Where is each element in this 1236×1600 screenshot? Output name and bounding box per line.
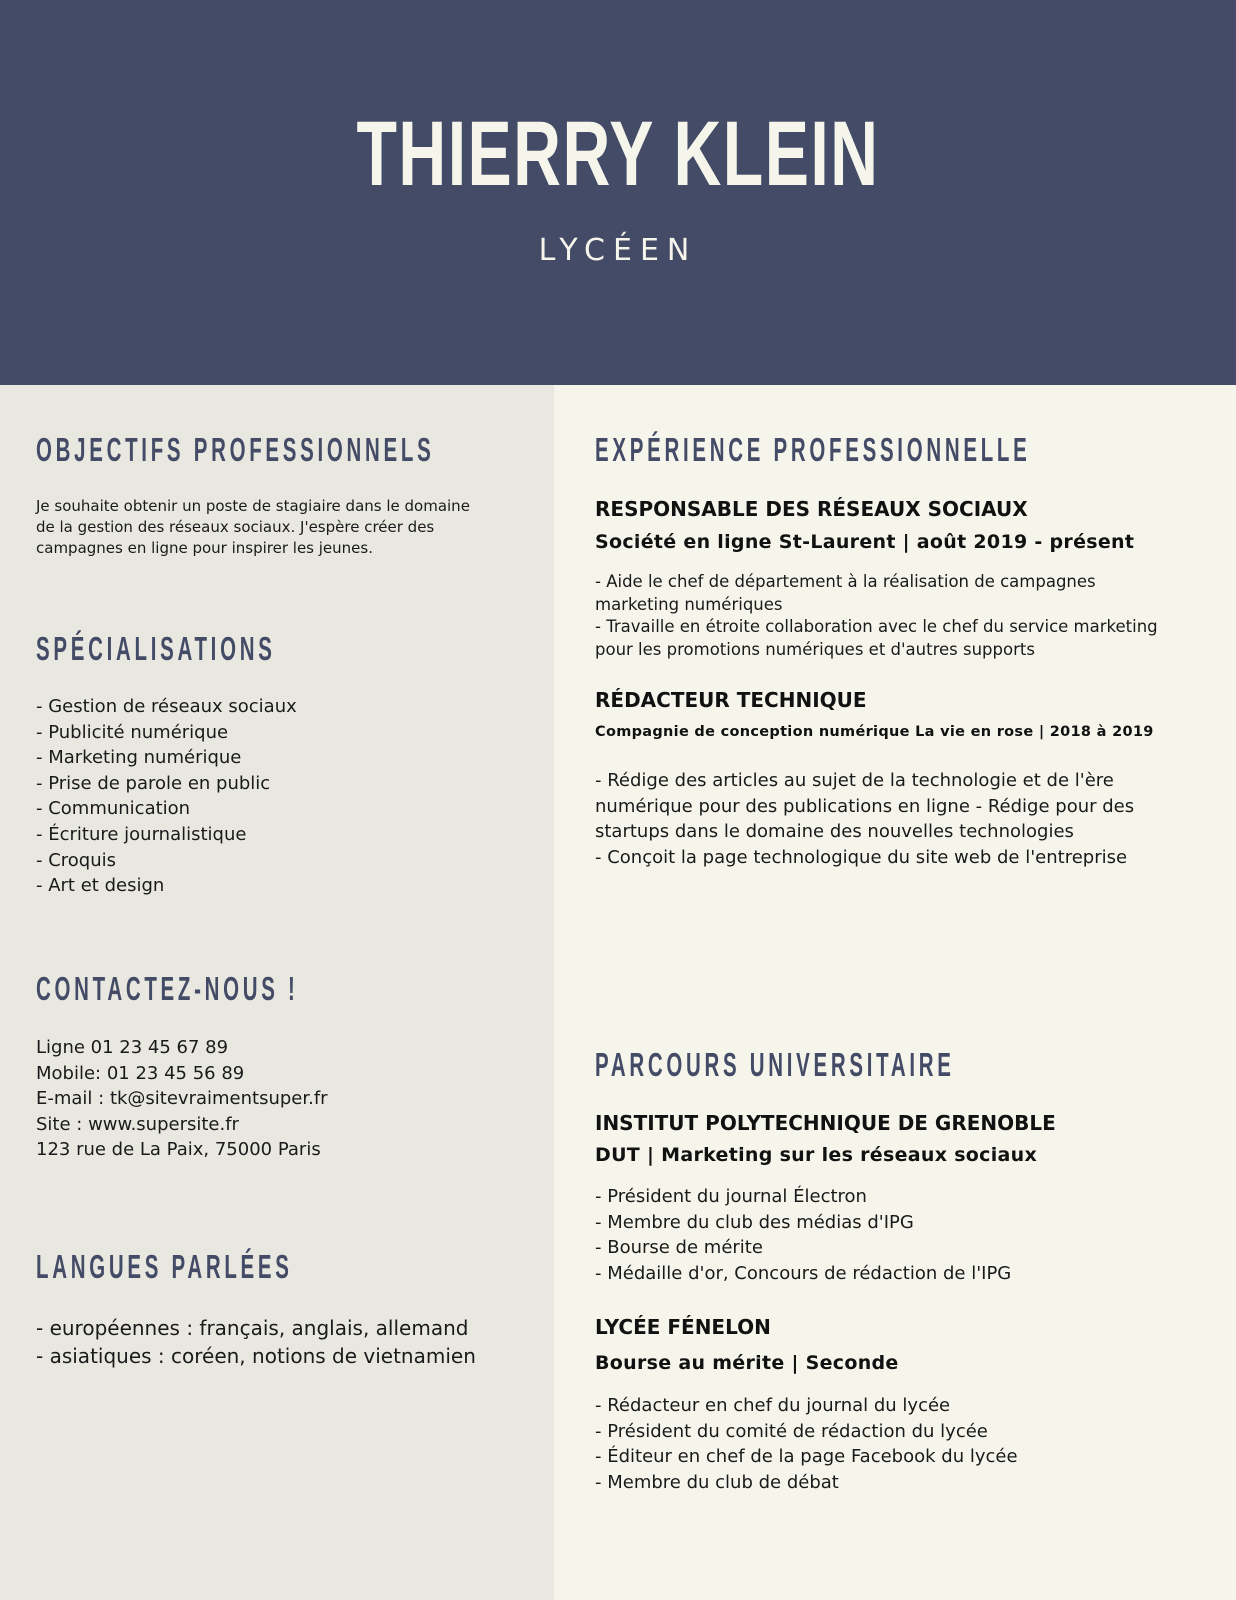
person-name: THIERRY KLEIN	[356, 103, 880, 205]
job-line: numérique pour des publications en ligne - Rédige pour des	[595, 795, 1135, 817]
list-item: - Éditeur en chef de la page Facebook du lycée	[595, 1446, 1018, 1468]
specializations-list	[36, 694, 297, 899]
job-line: - Rédige des articles au sujet de la technologie et de l'ère	[595, 770, 1114, 791]
person-role: LYCÉEN	[538, 233, 698, 268]
list-item: - Bourse de mérite	[595, 1237, 763, 1259]
job-line: startups dans le domaine des nouvelles technologies	[595, 821, 1074, 843]
contact-email: E-mail : tk@sitevraimentsuper.fr	[36, 1088, 328, 1110]
job-line: marketing numériques	[595, 594, 783, 614]
school-activities	[595, 1393, 1018, 1495]
list-item: - Écriture journalistique	[36, 823, 247, 845]
contact-phone: Ligne 01 23 45 67 89	[36, 1037, 229, 1058]
school-activities	[595, 1184, 1011, 1286]
job-description	[595, 571, 1158, 661]
list-item: - Publicité numérique	[36, 721, 229, 743]
list-item: - Président du journal Électron	[595, 1186, 867, 1207]
list-item: - Art et design	[36, 875, 165, 897]
section-title-objectives: OBJECTIFS PROFESSIONNELS	[36, 431, 435, 468]
job-line: pour les promotions numériques et d'autres supports	[595, 639, 1035, 659]
job-title: RESPONSABLE DES RÉSEAUX SOCIAUX	[595, 497, 1028, 521]
job-line: - Conçoit la page technologique du site web de l'entreprise	[595, 846, 1128, 868]
objectives-line: campagnes en ligne pour inspirer les jeunes.	[36, 539, 373, 557]
list-item: - Prise de parole en public	[36, 772, 271, 794]
job-description	[595, 768, 1134, 870]
school-degree: DUT | Marketing sur les réseaux sociaux	[595, 1144, 1038, 1166]
list-item: - Rédacteur en chef du journal du lycée	[595, 1395, 951, 1416]
list-item: - européennes : français, anglais, allemand	[36, 1316, 469, 1340]
job-line: - Aide le chef de département à la réalisation de campagnes	[595, 572, 1096, 591]
section-title-education: PARCOURS UNIVERSITAIRE	[595, 1046, 955, 1083]
languages-list	[36, 1314, 476, 1370]
header-banner	[0, 0, 1236, 385]
contact-list	[36, 1035, 328, 1163]
school-degree: Bourse au mérite | Seconde	[595, 1352, 899, 1374]
school-name: INSTITUT POLYTECHNIQUE DE GRENOBLE	[595, 1111, 1056, 1135]
job-subtitle: Compagnie de conception numérique La vie en rose | 2018 à 2019	[595, 724, 1154, 740]
section-title-specializations: SPÉCIALISATIONS	[36, 630, 276, 667]
section-title-contact: CONTACTEZ-NOUS !	[36, 970, 299, 1007]
job-title: RÉDACTEUR TECHNIQUE	[595, 688, 867, 712]
list-item: - Membre du club de débat	[595, 1471, 839, 1493]
objectives-line: Je souhaite obtenir un poste de stagiaire dans le domaine	[36, 497, 470, 515]
list-item: - Croquis	[36, 849, 117, 871]
contact-address: 123 rue de La Paix, 75000 Paris	[36, 1139, 321, 1161]
list-item: - Gestion de réseaux sociaux	[36, 696, 297, 717]
list-item: - Communication	[36, 798, 191, 820]
list-item: - asiatiques : coréen, notions de vietnamien	[36, 1344, 476, 1368]
objectives-line: de la gestion des réseaux sociaux. J'espère créer des	[36, 518, 435, 536]
list-item: - Médaille d'or, Concours de rédaction de l'IPG	[595, 1262, 1012, 1284]
list-item: - Président du comité de rédaction du lycée	[595, 1420, 988, 1442]
school-name: LYCÉE FÉNELON	[595, 1315, 771, 1339]
list-item: - Membre du club des médias d'IPG	[595, 1211, 914, 1233]
section-title-experience: EXPÉRIENCE PROFESSIONNELLE	[595, 431, 1031, 468]
job-subtitle: Société en ligne St-Laurent | août 2019 - présent	[595, 531, 1135, 553]
objectives-text	[36, 496, 470, 559]
job-line: - Travaille en étroite collaboration avec le chef du service marketing	[595, 617, 1158, 636]
section-title-languages: LANGUES PARLÉES	[36, 1248, 293, 1285]
list-item: - Marketing numérique	[36, 747, 242, 769]
contact-mobile: Mobile: 01 23 45 56 89	[36, 1062, 245, 1084]
contact-website: Site : www.supersite.fr	[36, 1113, 239, 1135]
